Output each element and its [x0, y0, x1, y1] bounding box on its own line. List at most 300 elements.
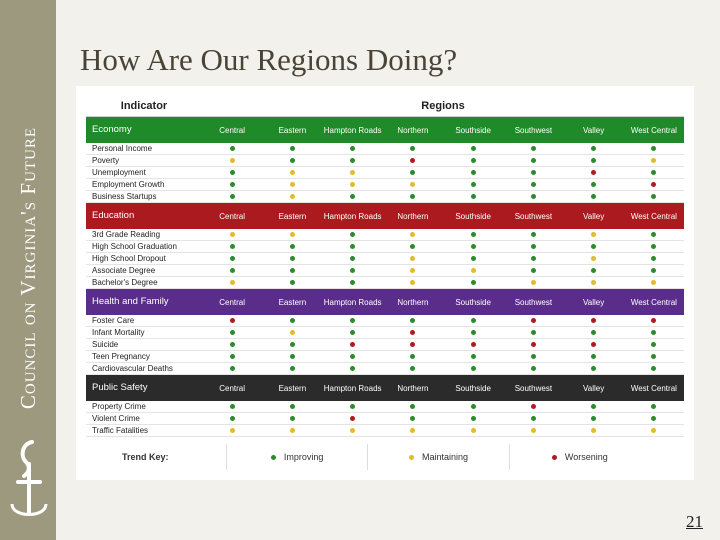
section-header [86, 289, 684, 315]
improving-dot-icon [350, 146, 355, 151]
improving-dot-icon [471, 256, 476, 261]
region-column-header: Valley [583, 383, 605, 393]
indicator-label: Traffic Fatalities [92, 426, 149, 435]
maintaining-dot-icon [290, 170, 295, 175]
improving-dot-icon [350, 280, 355, 285]
improving-dot-icon [290, 342, 295, 347]
improving-dot-icon [410, 170, 415, 175]
trend-cell [202, 155, 262, 166]
maintaining-dot-icon [290, 194, 295, 199]
trend-cell [323, 363, 383, 374]
improving-dot-icon [230, 182, 235, 187]
trend-cell [262, 179, 322, 190]
trend-cell [262, 401, 322, 412]
improving-dot-icon [651, 404, 656, 409]
section-header [86, 203, 684, 229]
improving-dot-icon [591, 182, 596, 187]
improving-dot-icon [471, 416, 476, 421]
improving-dot-icon [531, 170, 536, 175]
improving-dot-icon [471, 354, 476, 359]
region-column-header: Northern [397, 297, 429, 307]
trend-cell [262, 191, 322, 202]
improving-dot-icon [651, 232, 656, 237]
region-column-header: Southwest [514, 297, 553, 307]
improving-dot-icon [410, 366, 415, 371]
trend-cell [624, 167, 684, 178]
improving-dot-icon [531, 244, 536, 249]
trend-cell [323, 351, 383, 362]
improving-dot-icon [271, 455, 276, 460]
trend-cell [202, 413, 262, 424]
improving-dot-icon [651, 342, 656, 347]
improving-dot-icon [471, 232, 476, 237]
region-column-header: Hampton Roads [323, 297, 382, 307]
regions-table [86, 96, 684, 437]
trend-cell [624, 143, 684, 154]
improving-dot-icon [591, 416, 596, 421]
improving-dot-icon [410, 146, 415, 151]
improving-dot-icon [651, 354, 656, 359]
trend-cell [443, 265, 503, 276]
trend-cell [202, 425, 262, 436]
worsening-dot-icon [591, 170, 596, 175]
trend-cell [323, 241, 383, 252]
trend-cell [624, 229, 684, 240]
improving-dot-icon [531, 194, 536, 199]
trend-cell [202, 265, 262, 276]
trend-cell [503, 363, 563, 374]
region-column-header: Eastern [278, 211, 307, 221]
table-row [86, 351, 684, 363]
trend-cell [443, 229, 503, 240]
trend-cell [323, 155, 383, 166]
improving-dot-icon [591, 268, 596, 273]
improving-dot-icon [350, 366, 355, 371]
trend-cell [202, 339, 262, 350]
improving-dot-icon [651, 330, 656, 335]
indicator-label: Employment Growth [92, 180, 165, 189]
indicator-label: Teen Pregnancy [92, 352, 150, 361]
trend-cell [443, 179, 503, 190]
trend-cell [503, 339, 563, 350]
region-column-header: Southwest [514, 211, 553, 221]
indicator-label: Suicide [92, 340, 119, 349]
improving-dot-icon [471, 330, 476, 335]
worsening-dot-icon [651, 318, 656, 323]
region-column-header: West Central [630, 383, 677, 393]
trend-cell [323, 179, 383, 190]
trend-cell [443, 191, 503, 202]
improving-dot-icon [350, 194, 355, 199]
trend-cell [503, 277, 563, 288]
trend-key-item-label: Maintaining [421, 452, 468, 462]
trend-cell [202, 253, 262, 264]
indicator-label: Unemployment [92, 168, 146, 177]
trend-cell [262, 315, 322, 326]
maintaining-dot-icon [409, 455, 414, 460]
improving-dot-icon [290, 146, 295, 151]
trend-cell [262, 265, 322, 276]
trend-cell [443, 167, 503, 178]
trend-cell [202, 143, 262, 154]
trend-cell [503, 167, 563, 178]
table-row [86, 265, 684, 277]
trend-cell [564, 179, 624, 190]
maintaining-dot-icon [471, 268, 476, 273]
trend-cell [564, 229, 624, 240]
worsening-dot-icon [531, 404, 536, 409]
maintaining-dot-icon [350, 182, 355, 187]
trend-cell [262, 351, 322, 362]
trend-cell [202, 229, 262, 240]
region-column-header: Southside [455, 125, 491, 135]
trend-cell [323, 327, 383, 338]
trend-cell [564, 425, 624, 436]
improving-dot-icon [290, 268, 295, 273]
improving-dot-icon [350, 256, 355, 261]
trend-cell [383, 167, 443, 178]
trend-cell [624, 413, 684, 424]
trend-key-item [226, 444, 367, 470]
trend-cell [383, 401, 443, 412]
indicator-label: Cardiovascular Deaths [92, 364, 173, 373]
maintaining-dot-icon [230, 280, 235, 285]
maintaining-dot-icon [410, 268, 415, 273]
trend-cell [383, 241, 443, 252]
maintaining-dot-icon [410, 280, 415, 285]
trend-cell [323, 191, 383, 202]
trend-cell [383, 339, 443, 350]
improving-dot-icon [651, 170, 656, 175]
region-column-header: Central [219, 297, 246, 307]
improving-dot-icon [230, 146, 235, 151]
improving-dot-icon [531, 416, 536, 421]
section-header [86, 117, 684, 143]
improving-dot-icon [290, 404, 295, 409]
improving-dot-icon [591, 158, 596, 163]
region-column-header: Eastern [278, 383, 307, 393]
trend-cell [383, 277, 443, 288]
worsening-dot-icon [531, 318, 536, 323]
maintaining-dot-icon [591, 428, 596, 433]
improving-dot-icon [471, 244, 476, 249]
trend-cell [202, 401, 262, 412]
trend-cell [564, 241, 624, 252]
trend-cell [443, 401, 503, 412]
maintaining-dot-icon [531, 280, 536, 285]
improving-dot-icon [651, 146, 656, 151]
indicator-label: Bachelor's Degree [92, 278, 158, 287]
trend-cell [443, 413, 503, 424]
worsening-dot-icon [531, 342, 536, 347]
region-column-header: Valley [583, 297, 605, 307]
trend-cell [564, 315, 624, 326]
trend-cell [323, 253, 383, 264]
maintaining-dot-icon [651, 428, 656, 433]
trend-cell [624, 327, 684, 338]
indicator-label: High School Dropout [92, 254, 166, 263]
improving-dot-icon [290, 256, 295, 261]
table-row [86, 241, 684, 253]
improving-dot-icon [230, 268, 235, 273]
worsening-dot-icon [591, 318, 596, 323]
improving-dot-icon [230, 330, 235, 335]
trend-cell [383, 315, 443, 326]
trend-cell [624, 253, 684, 264]
region-column-header: Central [219, 383, 246, 393]
improving-dot-icon [290, 244, 295, 249]
table-row [86, 315, 684, 327]
maintaining-dot-icon [410, 428, 415, 433]
section-name: Education [92, 210, 135, 221]
trend-cell [323, 143, 383, 154]
trend-key-label: Trend Key: [122, 452, 169, 462]
indicator-label: Infant Mortality [92, 328, 145, 337]
region-column-header: Central [219, 211, 246, 221]
indicator-label: 3rd Grade Reading [92, 230, 161, 239]
trend-cell [503, 253, 563, 264]
worsening-dot-icon [410, 330, 415, 335]
table-row [86, 229, 684, 241]
improving-dot-icon [230, 256, 235, 261]
table-row [86, 277, 684, 289]
region-column-header: Eastern [278, 297, 307, 307]
trend-cell [564, 155, 624, 166]
trend-key-item [367, 444, 508, 470]
improving-dot-icon [651, 366, 656, 371]
trend-cell [262, 425, 322, 436]
improving-dot-icon [651, 416, 656, 421]
improving-dot-icon [471, 280, 476, 285]
table-row [86, 253, 684, 265]
improving-dot-icon [350, 404, 355, 409]
improving-dot-icon [230, 366, 235, 371]
region-column-header: Southwest [514, 125, 553, 135]
trend-cell [564, 351, 624, 362]
trend-cell [503, 401, 563, 412]
trend-cell [443, 253, 503, 264]
improving-dot-icon [531, 354, 536, 359]
trend-cell [202, 315, 262, 326]
trend-cell [202, 351, 262, 362]
trend-cell [624, 241, 684, 252]
trend-cell [564, 339, 624, 350]
trend-cell [443, 425, 503, 436]
improving-dot-icon [651, 194, 656, 199]
trend-cell [564, 363, 624, 374]
section-header [86, 375, 684, 401]
trend-cell [624, 191, 684, 202]
table-row [86, 339, 684, 351]
improving-dot-icon [591, 194, 596, 199]
table-header [86, 96, 684, 117]
region-column-header: West Central [630, 297, 677, 307]
trend-cell [383, 143, 443, 154]
trend-cell [383, 179, 443, 190]
improving-dot-icon [531, 256, 536, 261]
trend-cell [443, 363, 503, 374]
improving-dot-icon [230, 354, 235, 359]
improving-dot-icon [230, 404, 235, 409]
trend-cell [624, 351, 684, 362]
maintaining-dot-icon [591, 232, 596, 237]
trend-cell [564, 167, 624, 178]
region-column-header: Northern [397, 125, 429, 135]
improving-dot-icon [230, 342, 235, 347]
improving-dot-icon [531, 158, 536, 163]
indicator-label: High School Graduation [92, 242, 177, 251]
maintaining-dot-icon [651, 158, 656, 163]
indicator-label: Poverty [92, 156, 120, 165]
region-column-header: Valley [583, 211, 605, 221]
trend-cell [323, 229, 383, 240]
trend-key-item [509, 444, 650, 470]
maintaining-dot-icon [531, 428, 536, 433]
trend-cell [503, 425, 563, 436]
improving-dot-icon [230, 416, 235, 421]
region-column-header: Southside [455, 211, 491, 221]
worsening-dot-icon [591, 342, 596, 347]
improving-dot-icon [290, 354, 295, 359]
improving-dot-icon [471, 158, 476, 163]
region-column-header: Northern [397, 211, 429, 221]
table-row [86, 143, 684, 155]
improving-dot-icon [410, 404, 415, 409]
improving-dot-icon [290, 280, 295, 285]
trend-cell [202, 363, 262, 374]
table-row [86, 155, 684, 167]
trend-cell [383, 351, 443, 362]
improving-dot-icon [471, 318, 476, 323]
improving-dot-icon [591, 244, 596, 249]
maintaining-dot-icon [471, 428, 476, 433]
region-column-header: Southwest [514, 383, 553, 393]
indicator-label: Violent Crime [92, 414, 140, 423]
trend-cell [624, 155, 684, 166]
trend-cell [503, 179, 563, 190]
region-column-header: Eastern [278, 125, 307, 135]
trend-cell [443, 315, 503, 326]
trend-cell [383, 363, 443, 374]
page-number: 21 [686, 512, 703, 531]
indicator-header: Indicator [120, 100, 168, 112]
trend-cell [383, 229, 443, 240]
trend-cell [443, 155, 503, 166]
trend-cell [564, 191, 624, 202]
region-column-header: Valley [583, 125, 605, 135]
trend-cell [202, 179, 262, 190]
trend-cell [503, 265, 563, 276]
indicator-label: Business Startups [92, 192, 157, 201]
worsening-dot-icon [471, 342, 476, 347]
table-row [86, 191, 684, 203]
improving-dot-icon [591, 354, 596, 359]
trend-cell [503, 327, 563, 338]
trend-cell [564, 265, 624, 276]
indicator-label: Associate Degree [92, 266, 156, 275]
maintaining-dot-icon [410, 182, 415, 187]
improving-dot-icon [230, 170, 235, 175]
table-row [86, 363, 684, 375]
improving-dot-icon [350, 232, 355, 237]
trend-cell [503, 229, 563, 240]
trend-cell [262, 413, 322, 424]
trend-cell [443, 277, 503, 288]
improving-dot-icon [531, 232, 536, 237]
improving-dot-icon [471, 194, 476, 199]
trend-cell [564, 143, 624, 154]
improving-dot-icon [350, 330, 355, 335]
improving-dot-icon [410, 354, 415, 359]
sidebar [0, 0, 56, 540]
org-name-vertical: Council on Virginia's Future [16, 126, 40, 410]
region-column-header: West Central [630, 125, 677, 135]
trend-cell [262, 167, 322, 178]
region-column-header: Southside [455, 297, 491, 307]
trend-cell [323, 413, 383, 424]
improving-dot-icon [531, 182, 536, 187]
trend-cell [624, 425, 684, 436]
trend-cell [564, 277, 624, 288]
improving-dot-icon [531, 366, 536, 371]
region-column-header: Central [219, 125, 246, 135]
trend-cell [624, 277, 684, 288]
regions-header: Regions [421, 100, 465, 112]
trend-cell [262, 229, 322, 240]
indicator-label: Property Crime [92, 402, 146, 411]
trend-cell [202, 277, 262, 288]
trend-cell [383, 155, 443, 166]
section-name: Public Safety [92, 382, 148, 393]
improving-dot-icon [531, 268, 536, 273]
trend-cell [262, 339, 322, 350]
trend-cell [202, 191, 262, 202]
trend-key-item-label: Worsening [564, 452, 608, 462]
improving-dot-icon [591, 366, 596, 371]
page-title: How Are Our Regions Doing? [80, 42, 458, 77]
trend-cell [443, 339, 503, 350]
trend-cell [383, 413, 443, 424]
maintaining-dot-icon [290, 232, 295, 237]
region-column-header: Northern [397, 383, 429, 393]
trend-cell [202, 241, 262, 252]
trend-cell [443, 327, 503, 338]
improving-dot-icon [591, 404, 596, 409]
trend-cell [564, 413, 624, 424]
trend-cell [383, 265, 443, 276]
trend-cell [262, 241, 322, 252]
trend-cell [564, 253, 624, 264]
trend-cell [262, 253, 322, 264]
worsening-dot-icon [552, 455, 557, 460]
improving-dot-icon [591, 146, 596, 151]
maintaining-dot-icon [290, 182, 295, 187]
trend-cell [323, 167, 383, 178]
trend-cell [202, 167, 262, 178]
improving-dot-icon [651, 268, 656, 273]
section-name: Health and Family [92, 296, 169, 307]
improving-dot-icon [350, 158, 355, 163]
maintaining-dot-icon [290, 428, 295, 433]
region-column-header: Hampton Roads [323, 211, 382, 221]
improving-dot-icon [651, 244, 656, 249]
trend-cell [262, 155, 322, 166]
maintaining-dot-icon [591, 256, 596, 261]
improving-dot-icon [350, 354, 355, 359]
trend-cell [624, 179, 684, 190]
improving-dot-icon [230, 244, 235, 249]
maintaining-dot-icon [290, 330, 295, 335]
